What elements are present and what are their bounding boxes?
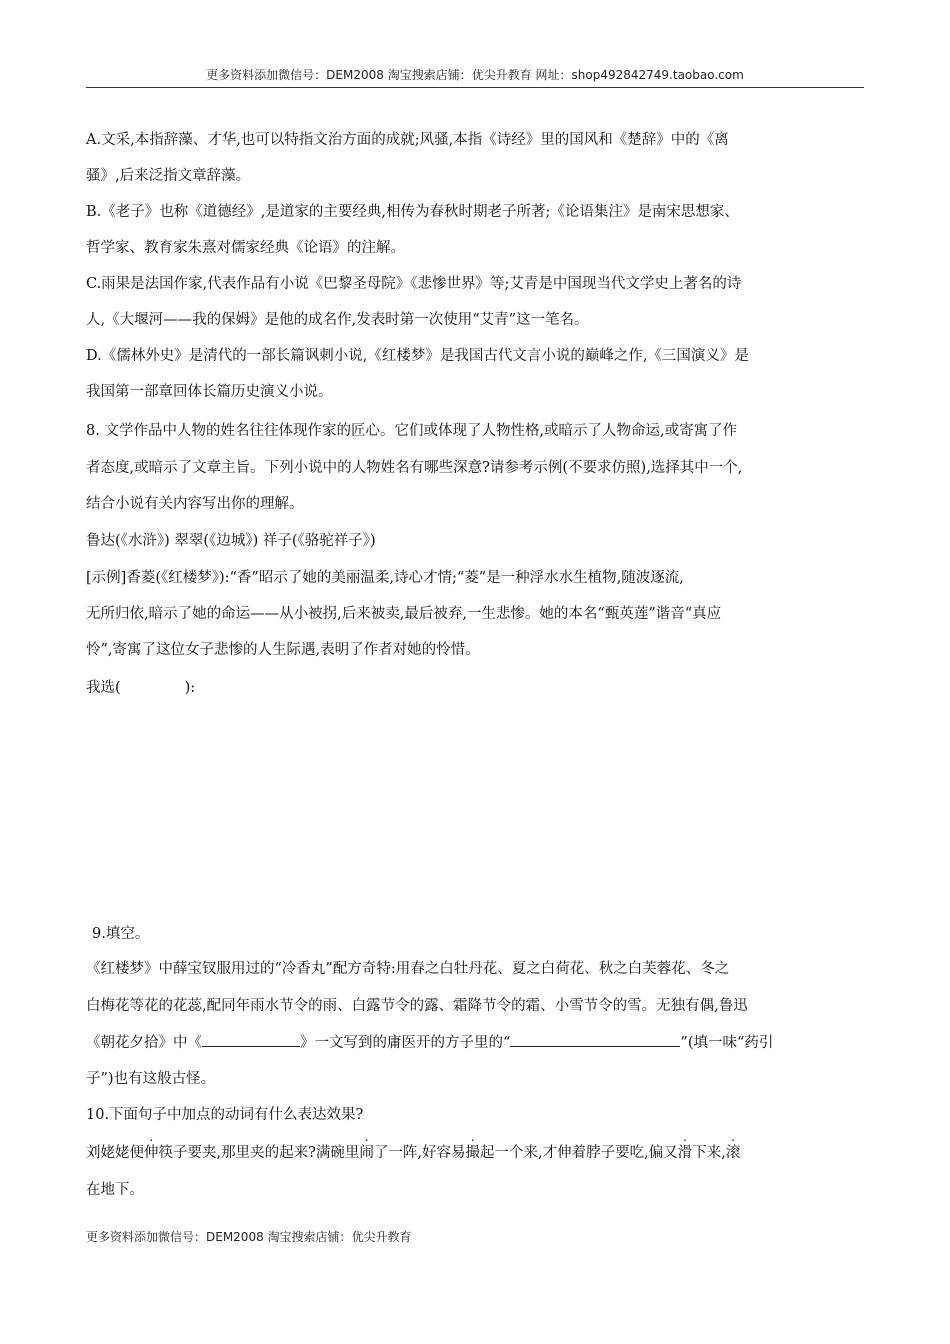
q10-text-3: 了一阵,好容易 — [373, 1145, 466, 1161]
q8-line1: 8. 文学作品中人物的姓名往往体现作家的匠心。它们或体现了人物性格,或暗示了人物命运,或寄寓了作 — [86, 423, 738, 439]
q9-line3-part1: 《朝花夕拾》中《 — [86, 1035, 202, 1051]
q8-choice-prefix: 我选( — [86, 680, 121, 696]
q8-choice-line — [86, 678, 195, 698]
q9-line3-part3: ”(填一味“药引 — [680, 1035, 774, 1051]
option-a-line1: A.文采,本指辞藻、才华,也可以特指文治方面的成就;风骚,本指《诗经》里的国风和《楚辞》中的《离 — [86, 132, 729, 148]
q9-blank-title[interactable] — [202, 1032, 300, 1047]
q8-line2: 者态度,或暗示了文章主旨。下列小说中的人物姓名有哪些深意?请参考示例(不要求仿照),选择其中一个, — [86, 460, 743, 476]
q9-line3-part2: 》一文写到的庸医开的方子里的“ — [300, 1035, 511, 1051]
q9-line1: 《红楼梦》中薛宝钗服用过的“冷香丸”配方奇特:用春之白牡丹花、夏之白荷花、秋之白芙蓉花、冬之 — [86, 961, 730, 977]
q10-sentence-line2: 在地下。 — [86, 1182, 144, 1198]
q10-text-4: 起一个来,才伸着脖子要吃,偏又 — [480, 1145, 678, 1161]
option-b-line1: B.《老子》也称《道德经》,是道家的主要经典,相传为春秋时期老子所著;《论语集注》是南宋思想家、 — [86, 204, 739, 220]
q8-line3: 结合小说有关内容写出你的理解。 — [86, 496, 304, 512]
q10-dotted-verb-5: 滚 — [725, 1145, 741, 1161]
q8-options: 鲁达(《水浒》) 翠翠(《边城》) 祥子(《骆驼祥子》) — [86, 533, 376, 549]
header-divider — [86, 87, 864, 88]
q10-dotted-verb-3: 撮 — [465, 1145, 480, 1161]
page-header: 更多资料添加微信号：DEM2008 淘宝搜索店铺：优尖升教育 网址：shop492842749.taobao.com — [206, 68, 744, 82]
option-a-line2: 骚》,后来泛指文章辞藻。 — [86, 168, 251, 184]
option-d-line2: 我国第一部章回体长篇历史演义小说。 — [86, 384, 333, 400]
page-footer: 更多资料添加微信号：DEM2008 淘宝搜索店铺：优尖升教育 — [86, 1230, 412, 1244]
q8-example-line2: 无所归依,暗示了她的命运——从小被拐,后来被卖,最后被弃,一生悲惨。她的本名“甄英莲”谐音“真应 — [86, 606, 722, 622]
q10-text-5: 下来, — [692, 1145, 726, 1161]
q9-line2: 白梅花等花的花蕊,配同年雨水节令的雨、白露节令的露、霜降节令的霜、小雪节令的雪。无独有偶,鲁迅 — [86, 998, 748, 1014]
q10-text-2: 筷子要夹,那里夹的起来?满碗里 — [158, 1145, 360, 1161]
option-d-line1: D.《儒林外史》是清代的一部长篇讽刺小说,《红楼梦》是我国古代文言小说的巅峰之作,《三国演义》是 — [86, 348, 749, 364]
q8-choice-suffix: ): — [184, 680, 196, 696]
q9-blank-ingredient[interactable] — [510, 1032, 680, 1047]
q9-line4: 子”)也有这般古怪。 — [86, 1071, 216, 1087]
q9-title: 9.填空。 — [92, 926, 150, 942]
q10-dotted-verb-1: 伸 — [144, 1145, 159, 1161]
q10-dotted-verb-2: 闹 — [359, 1145, 374, 1161]
option-c-line2: 人,《大堰河——我的保姆》是他的成名作,发表时第一次使用“艾青”这一笔名。 — [86, 312, 589, 328]
q10-text-1: 刘姥姥便 — [86, 1145, 144, 1161]
option-c-line1: C.雨果是法国作家,代表作品有小说《巴黎圣母院》《悲惨世界》等;艾青是中国现当代文学史上著名的诗 — [86, 276, 742, 292]
q10-dotted-verb-4: 滑 — [677, 1145, 693, 1161]
q8-example-line1: [示例]香菱(《红楼梦》):“香”昭示了她的美丽温柔,诗心才情;“菱”是一种浮水水生植物,随波逐流, — [86, 570, 684, 586]
q9-line3 — [86, 1032, 773, 1053]
option-b-line2: 哲学家、教育家朱熹对儒家经典《论语》的注解。 — [86, 240, 405, 256]
q10-sentence-line1 — [86, 1143, 740, 1163]
q10-title: 10.下面句子中加点的动词有什么表达效果? — [86, 1107, 364, 1123]
q8-example-line3: 怜”,寄寓了这位女子悲惨的人生际遇,表明了作者对她的怜惜。 — [86, 642, 480, 658]
